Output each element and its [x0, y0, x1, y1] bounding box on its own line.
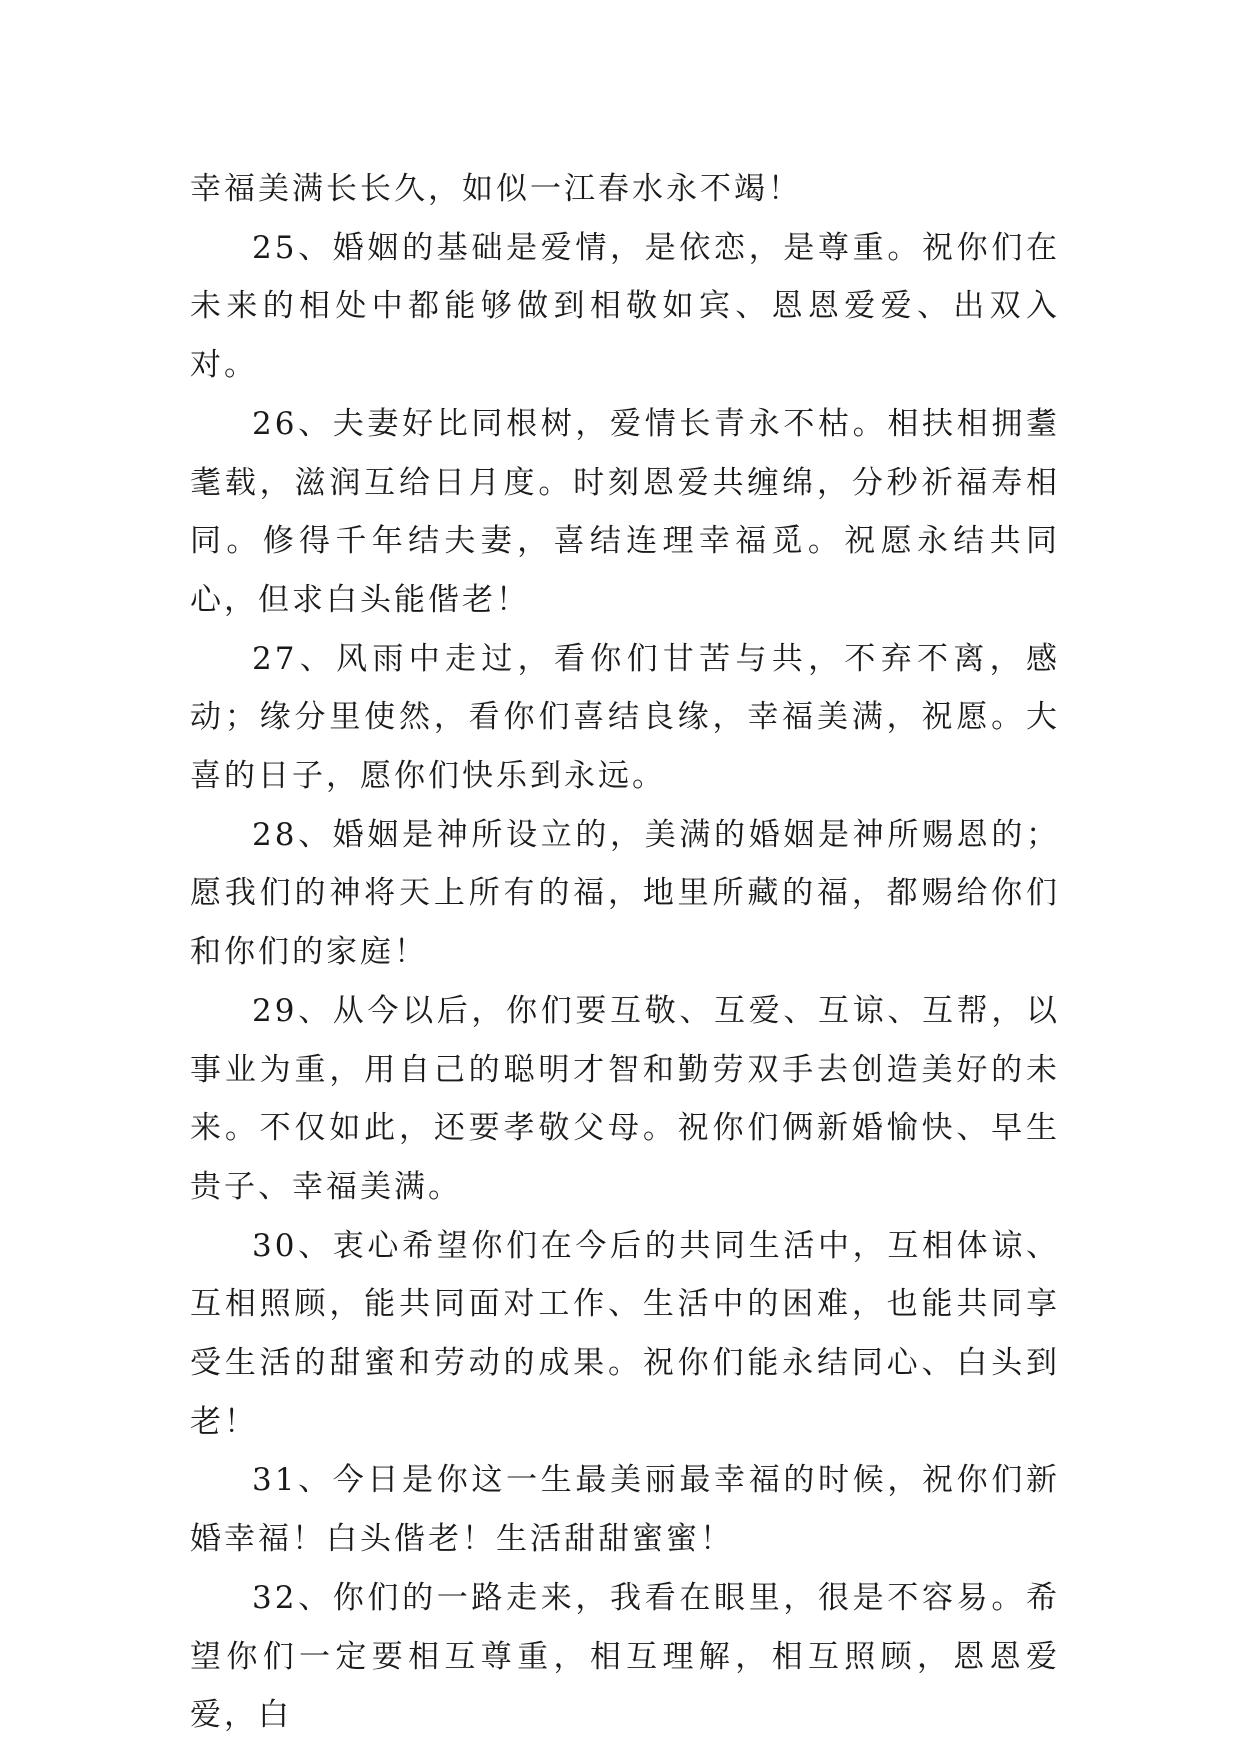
paragraph-25: 25、婚姻的基础是爱情，是依恋，是尊重。祝你们在未来的相处中都能够做到相敬如宾、恩恩爱爱、出双入对。 — [190, 229, 1060, 384]
paragraph-32: 32、你们的一路走来，我看在眼里，很是不容易。希望你们一定要相互尊重，相互理解，相互照顾，恩恩爱爱，白 — [190, 1579, 1060, 1734]
paragraph-29: 29、从今以后，你们要互敬、互爱、互谅、互帮，以事业为重，用自己的聪明才智和勤劳双手去创造美好的未来。不仅如此，还要孝敬父母。祝你们俩新婚愉快、早生贵子、幸福美满。 — [190, 992, 1060, 1205]
paragraph-28: 28、婚姻是神所设立的，美满的婚姻是神所赐恩的；愿我们的神将天上所有的福，地里所藏的福，都赐给你们和你们的家庭！ — [190, 816, 1060, 971]
paragraph-27: 27、风雨中走过，看你们甘苦与共，不弃不离，感动；缘分里使然，看你们喜结良缘，幸福美满，祝愿。大喜的日子，愿你们快乐到永远。 — [190, 640, 1060, 795]
paragraph-continuation: 幸福美满长长久，如似一江春水永不竭！ — [190, 171, 802, 207]
document-body — [190, 160, 1060, 1745]
paragraph-30: 30、衷心希望你们在今后的共同生活中，互相体谅、互相照顾，能共同面对工作、生活中的困难，也能共同享受生活的甜蜜和劳动的成果。祝你们能永结同心、白头到老！ — [190, 1227, 1060, 1440]
paragraph-31: 31、今日是你这一生最美丽最幸福的时候，祝你们新婚幸福！白头偕老！生活甜甜蜜蜜！ — [190, 1462, 1060, 1558]
paragraph-26: 26、夫妻好比同根树，爱情长青永不枯。相扶相拥耋耄载，滋润互给日月度。时刻恩爱共缠绵，分秒祈福寿相同。修得千年结夫妻，喜结连理幸福觅。祝愿永结共同心，但求白头能偕老！ — [190, 405, 1060, 618]
